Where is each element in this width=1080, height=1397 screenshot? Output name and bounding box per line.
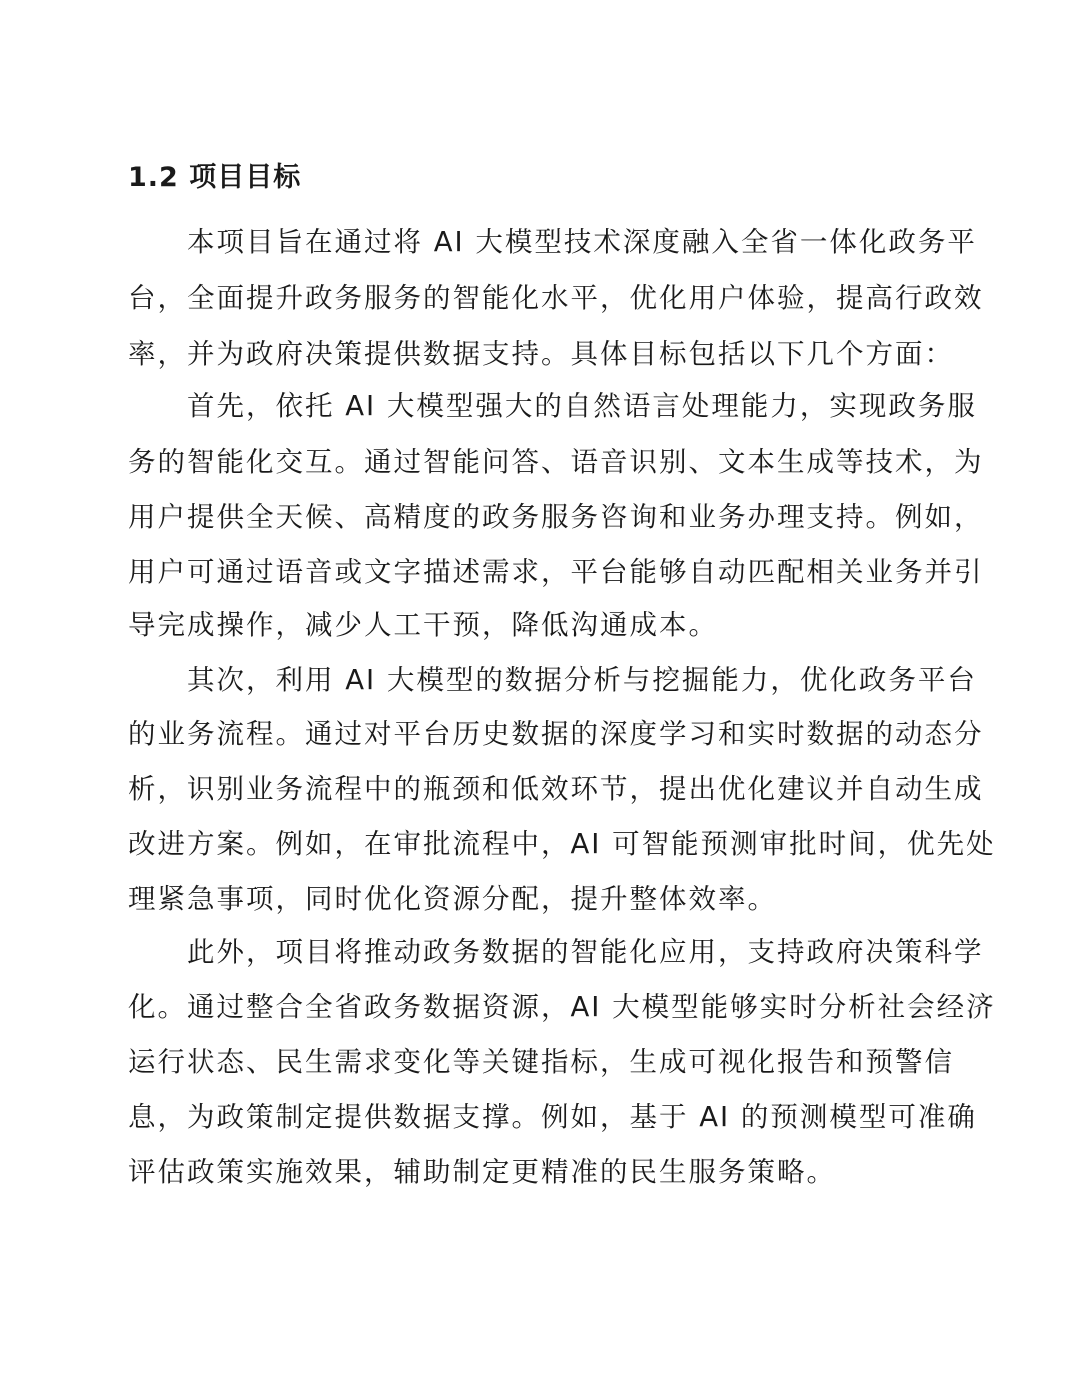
- section-heading: 1.2 项目目标: [128, 162, 302, 193]
- paragraph-3-line-1: 其次，利用 AI 大模型的数据分析与挖掘能力，优化政务平台: [128, 664, 977, 696]
- paragraph-2-line-5: 导完成操作，减少人工干预，降低沟通成本。: [128, 609, 718, 641]
- paragraph-3-line-2: 的业务流程。通过对平台历史数据的深度学习和实时数据的动态分: [128, 718, 984, 750]
- paragraph-4-line-5: 评估政策实施效果，辅助制定更精准的民生服务策略。: [128, 1156, 836, 1188]
- paragraph-1-line-1: 本项目旨在通过将 AI 大模型技术深度融入全省一体化政务平: [128, 226, 977, 258]
- paragraph-4-line-3: 运行状态、民生需求变化等关键指标，生成可视化报告和预警信: [128, 1046, 954, 1078]
- paragraph-4-line-4: 息，为政策制定提供数据支撑。例如，基于 AI 的预测模型可准确: [128, 1101, 977, 1133]
- paragraph-3-line-5: 理紧急事项，同时优化资源分配，提升整体效率。: [128, 883, 777, 915]
- paragraph-1-line-3: 率，并为政府决策提供数据支持。具体目标包括以下几个方面：: [128, 338, 954, 370]
- paragraph-2-line-4: 用户可通过语音或文字描述需求，平台能够自动匹配相关业务并引: [128, 556, 984, 588]
- paragraph-4-line-2: 化。通过整合全省政务数据资源，AI 大模型能够实时分析社会经济: [128, 991, 996, 1023]
- paragraph-3-line-4: 改进方案。例如，在审批流程中，AI 可智能预测审批时间，优先处: [128, 828, 996, 860]
- paragraph-2-line-2: 务的智能化交互。通过智能问答、语音识别、文本生成等技术，为: [128, 446, 984, 478]
- paragraph-2-line-3: 用户提供全天候、高精度的政务服务咨询和业务办理支持。例如，: [128, 501, 984, 533]
- paragraph-3-line-3: 析，识别业务流程中的瓶颈和低效环节，提出优化建议并自动生成: [128, 773, 984, 805]
- paragraph-2-line-1: 首先，依托 AI 大模型强大的自然语言处理能力，实现政务服: [128, 390, 977, 422]
- paragraph-1-line-2: 台，全面提升政务服务的智能化水平，优化用户体验，提高行政效: [128, 282, 984, 314]
- paragraph-4-line-1: 此外，项目将推动政务数据的智能化应用，支持政府决策科学: [128, 936, 984, 968]
